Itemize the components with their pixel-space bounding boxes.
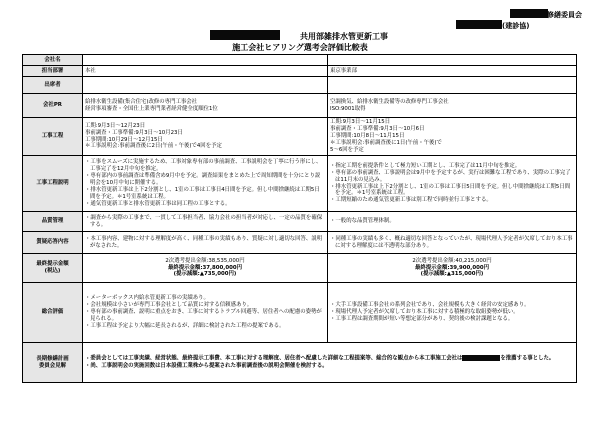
amount-right: 2次選考提出金額:40,215,000円 最終提示金額:39,900,000円 (提示減額:▲315,000円) (328, 254, 577, 283)
row-label-pr: 会社PR (23, 94, 83, 118)
table-row (23, 283, 577, 343)
committee-opinion: ・ 委員会としては工事実績、経営状態、最終提示工事費、本工事に対する理解度、居住者へ配慮した詳細な工程提案等、総合的な観点から本工事施工会社は を推薦する事とした。 ・ 尚、工事説明会の実施回数は日本設備工業株から提案された事前調査後の説明会開催を検討する。 (83, 343, 577, 383)
table-row (23, 343, 577, 383)
page-title-line2: 施工会社ヒアリング選考会評価比較表 (232, 43, 368, 52)
page-title-line1: 共用部雑排水管更新工事 (300, 32, 388, 41)
redacted-block (462, 355, 500, 361)
amount-left: 2次選考提出金額:38,535,000円 最終提示金額:37,800,000円 (提示減額:▲735,000円) (83, 254, 328, 283)
dept-left: 本社 (83, 66, 328, 77)
schedule-right: 工期:9月3日～11月15日 事前調査・工事準備:9月3日～10月6日 工事期間:10月8日～11月15日 ＊工事説明会:事前調査後に1日(午前・午後)で 5～6回を予定 (328, 118, 577, 156)
table-row (23, 212, 577, 232)
schedule-desc-right: ・ 指定工期を前提条件として極力短い工期とし、工事完了は11月中旬を推定。 ・ 専有部の事前調査、工事説明会は9月中を予定するが、実行は困難な工程であり、実際の工事完了は11月末の見込み。 ・ 排水管更新工事は上下2分割とし、1室の工事は工事日5日間を予定。但し中間捨継続は工期5日間を予定。＊1号室系統は工程。 ・ 工期短縮のため通気管更新工事は別工程で同時並行工事とする。 (328, 156, 577, 212)
table-row (23, 156, 577, 212)
quality-left: ・ 調査から実際の工事まで、一貫して工事担当者、協力会社の担当者が対応し、一定の品質を確保する。 (83, 212, 328, 232)
table-row (23, 94, 577, 118)
qa-left: ・ 本工事内容、建物に対する理解度が高く、同種工事の実績もあり、質疑に対し適切な回答、説明がなされた。 (83, 232, 328, 254)
dept-right: 東京事業部 (328, 66, 577, 77)
row-label-qa: 質疑応答内容 (23, 232, 83, 254)
redacted-block (510, 9, 548, 18)
row-label-company: 会社名 (23, 55, 83, 66)
schedule-desc-left: ・ 工事をスムーズに実施するため、工事対象専有部の事前調査、工事説明会を丁寧に行う形にし、工事完了を12月中旬を推定。 ・ 専有部内の事前調査は準備含め9月中を予定。調査結果をまとめた上で周知期間を十分にとり説明会を10月中旬に開催する。 ・ 排水管更新工事は上下2分割とし、1室の工事は工事日4日間を予定。但し中間捨継続は工期5日間を予定。＊1号室系統は工程。 ・ 通気管更新工事と排水管更新工事は同工程の工事とする。 (83, 156, 328, 212)
row-label-quality: 品質管理 (23, 212, 83, 232)
committee-suffix: 修繕委員会 (547, 11, 582, 19)
row-label-dept: 担当部署 (23, 66, 83, 77)
quality-right: ・ 一般的な品質管理体制。 (328, 212, 577, 232)
attendees-left (83, 77, 328, 94)
company-right (328, 55, 577, 66)
overall-right: ・ 大手工事設備工事会社の系列会社であり、会社規模も大きく経営の安定感あり。 ・ 現場代理人予定者が欠席しており本工事に対する積極的な取組姿勢が低い。 ・ 工事工程は調査期間が短い等想定部分があり、契約後の検討課題となる。 (328, 283, 577, 343)
company-left (83, 55, 328, 66)
row-label-attendees: 出席者 (23, 77, 83, 94)
row-label-schedule: 工事工程 (23, 118, 83, 156)
table-row (23, 66, 577, 77)
row-label-overall: 総合評価 (23, 283, 83, 343)
qa-right: ・ 同種工事の実績も多く、概ね適切な回答となっていたが、現場代理人予定者が欠席しており本工事に対する理解度には不透明な部分あり。 (328, 232, 577, 254)
table-row (23, 118, 577, 156)
pr-left: 給排水衛生設備(集合住宅)改修の専門工事会社 経営事項審査・全国仕上業専門業者経営健全度順位1位 (83, 94, 328, 118)
schedule-left: 工期:9月3日～12月23日 事前調査・工事準備:9月3日～10月23日 工事期間:10月29日～12月15日 ＊工事説明会:事前調査後に2日(午前・午後)で4回を予定 (83, 118, 328, 156)
row-label-final-amount: 最終提示金額 (税込) (23, 254, 83, 283)
comparison-table (22, 54, 577, 383)
row-label-longterm: 長期修繕計画 委員会見解 (23, 343, 83, 383)
table-row (23, 55, 577, 66)
redacted-block (456, 20, 502, 29)
table-row (23, 232, 577, 254)
row-label-schedule-desc: 工事工程説明 (23, 156, 83, 212)
overall-left: ・ メーターボックス内給水管更新工事の実績あり。 ・ 会社規模は小さいが専門工事会社として品質に対する信頼感あり。 ・ 専有部の事前調査、説明に重点をおき、工事に対するトラブル回避等、居住者への配慮の姿勢が見られる。 ・ 工事工程は予定より大幅に延長されるが、詳細に検討された工程の提案である。 (83, 283, 328, 343)
org-label: (建診協) (502, 22, 530, 30)
pr-right: 空調換気、給排水衛生設備等の改修専門工事会社 ISO:9001取得 (328, 94, 577, 118)
table-row (23, 77, 577, 94)
attendees-right (328, 77, 577, 94)
table-row (23, 254, 577, 283)
